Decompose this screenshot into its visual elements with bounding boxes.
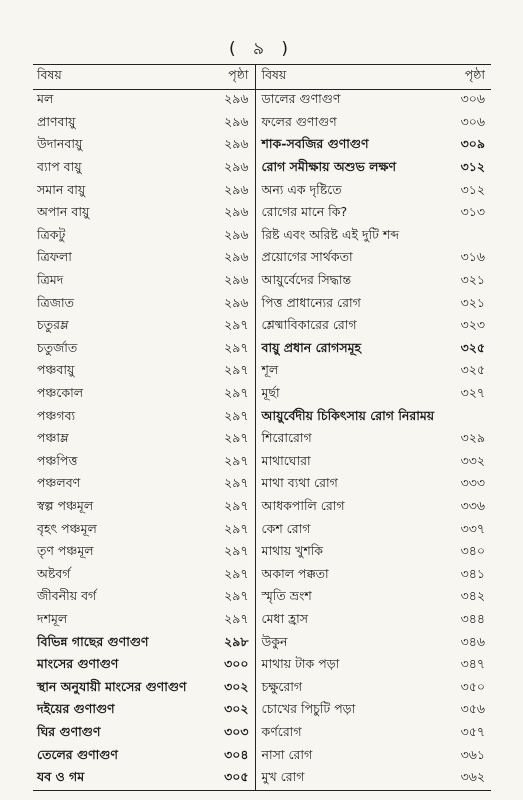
left-page-number: ৩০৫ bbox=[203, 768, 255, 791]
index-table bbox=[33, 64, 491, 791]
table-row bbox=[33, 768, 491, 791]
left-topic: পঞ্চপিত্ত bbox=[37, 452, 78, 468]
left-topic: পঞ্চাম্ল bbox=[37, 430, 69, 446]
right-page-number: ৩২৩ bbox=[460, 317, 485, 333]
table-row bbox=[33, 406, 491, 429]
left-topic: প্রাণবায়ু bbox=[37, 113, 76, 129]
right-page-number: ৩৪১ bbox=[460, 565, 485, 581]
right-topic: স্মৃতি ভ্রংশ bbox=[261, 588, 312, 604]
left-page-number: ২৯৬ bbox=[203, 271, 255, 294]
right-topic: মুখ রোগ bbox=[261, 769, 305, 785]
right-topic: শ্লেষ্মাবিকারের রোগ bbox=[261, 317, 357, 333]
left-topic: ত্রিমদ bbox=[37, 272, 64, 288]
left-topic: ব্যাপ বায়ু bbox=[37, 159, 82, 175]
table-row bbox=[33, 452, 491, 475]
right-topic: রোগের মানে কি? bbox=[261, 204, 348, 220]
right-topic: মাথা ব্যথা রোগ bbox=[261, 475, 338, 491]
right-page-header: পৃষ্ঠা bbox=[441, 65, 491, 90]
right-topic: উকুন bbox=[261, 633, 288, 649]
right-topic: চোখের পিচুটি পড়া bbox=[261, 701, 356, 717]
table-row bbox=[33, 497, 491, 520]
right-page-number: ৩০৯ bbox=[460, 136, 485, 152]
left-topic: জীবনীয় বর্গ bbox=[37, 588, 97, 604]
right-topic: কেশ রোগ bbox=[261, 520, 311, 536]
table-row bbox=[33, 723, 491, 746]
table-row bbox=[33, 316, 491, 339]
left-page-number: ২৯৭ bbox=[203, 474, 255, 497]
left-topic: মল bbox=[37, 91, 54, 107]
left-topic: দশমূল bbox=[37, 610, 68, 626]
left-page-number: ২৯৭ bbox=[203, 610, 255, 633]
left-page-number: ২৯৬ bbox=[203, 180, 255, 203]
left-page-number: ২৯৭ bbox=[203, 587, 255, 610]
table-row bbox=[33, 248, 491, 271]
left-topic: চতুর্জাত bbox=[37, 339, 78, 355]
left-topic: অষ্টবর্গ bbox=[37, 565, 71, 581]
left-page-header: পৃষ্ঠা bbox=[203, 65, 255, 90]
right-page-number: ৩২৯ bbox=[460, 430, 485, 446]
page-number: ( ৯ ) bbox=[228, 39, 295, 59]
right-topic: অন্য এক দৃষ্টিতে bbox=[261, 181, 342, 197]
left-page-number: ২৯৬ bbox=[203, 248, 255, 271]
left-page-number: ৩০৪ bbox=[203, 745, 255, 768]
right-topic: মাথায় খুশকি bbox=[261, 543, 324, 559]
left-topic: ত্রিজাত bbox=[37, 294, 74, 310]
right-page-number: ৩০৬ bbox=[460, 91, 485, 107]
table-row bbox=[33, 203, 491, 226]
left-topic: চতুরম্ল bbox=[37, 317, 69, 333]
table-row bbox=[33, 158, 491, 181]
left-topic: পঞ্চবায়ু bbox=[37, 362, 75, 378]
table-row bbox=[33, 474, 491, 497]
left-page-number: ২৯৬ bbox=[203, 90, 255, 113]
left-topic: ত্রিকটু bbox=[37, 226, 66, 242]
table-row bbox=[33, 271, 491, 294]
table-row bbox=[33, 587, 491, 610]
right-page-number: ৩৬১ bbox=[460, 746, 485, 762]
right-page-number: ৩১২ bbox=[460, 181, 485, 197]
right-page-number: ৩৫৭ bbox=[460, 723, 485, 739]
left-topic: তৃণ পঞ্চমূল bbox=[37, 543, 94, 559]
right-topic: প্রয়োগের সার্থকতা bbox=[261, 249, 353, 265]
right-page-number: ৩২১ bbox=[460, 272, 485, 288]
right-page-number: ৩৪৭ bbox=[460, 656, 485, 672]
right-page-number: ৩০৬ bbox=[460, 113, 485, 129]
left-page-number: ৩০৩ bbox=[203, 723, 255, 746]
right-page-number: ৩৫৬ bbox=[460, 701, 485, 717]
right-page-number: ৩৪৬ bbox=[460, 633, 485, 649]
left-page-number: ২৯৬ bbox=[203, 113, 255, 136]
left-page-number: ২৯৭ bbox=[203, 519, 255, 542]
table-row bbox=[33, 113, 491, 136]
right-topic: ডালের গুণাগুণ bbox=[261, 91, 341, 107]
right-page-number: ৩২৭ bbox=[460, 385, 485, 401]
left-page-number: ৩০২ bbox=[203, 700, 255, 723]
left-topic: স্বল্প পঞ্চমূল bbox=[37, 497, 94, 513]
left-topic-header: বিষয় bbox=[33, 65, 203, 90]
table-row bbox=[33, 655, 491, 678]
left-topic: পঞ্চলবণ bbox=[37, 475, 81, 491]
left-topic: পঞ্চগব্য bbox=[37, 407, 76, 423]
right-topic: চক্ষুরোগ bbox=[261, 678, 303, 694]
left-page-number: ২৯৭ bbox=[203, 339, 255, 362]
right-page-number: ৩৩৩ bbox=[460, 475, 485, 491]
right-topic: বায়ু প্রধান রোগসমূহ bbox=[261, 339, 362, 355]
left-page-number: ২৯৭ bbox=[203, 497, 255, 520]
table-row bbox=[33, 90, 491, 113]
table-row bbox=[33, 180, 491, 203]
right-topic: পিত্ত প্রাধান্যের রোগ bbox=[261, 294, 361, 310]
right-page-number: ৩৩৭ bbox=[460, 520, 485, 536]
left-page-number: ২৯৬ bbox=[203, 158, 255, 181]
left-page-number: ২৯৭ bbox=[203, 361, 255, 384]
right-topic: রোগ সমীক্ষায় অশুভ লক্ষণ bbox=[261, 159, 397, 175]
right-topic: আয়ুর্বেদের সিদ্ধান্ত bbox=[261, 272, 352, 288]
right-topic: অকাল পক্কতা bbox=[261, 565, 329, 581]
right-topic: মূর্ছা bbox=[261, 385, 280, 401]
left-topic: সমান বায়ু bbox=[37, 181, 86, 197]
left-page-number: ২৯৮ bbox=[203, 632, 255, 655]
right-page-number: ৩৩৬ bbox=[460, 497, 485, 513]
left-page-number: ৩০২ bbox=[203, 677, 255, 700]
header-row bbox=[33, 65, 491, 90]
right-page-number: ৩৩২ bbox=[460, 452, 485, 468]
table-row bbox=[33, 293, 491, 316]
table-row bbox=[33, 700, 491, 723]
left-topic: ত্রিফলা bbox=[37, 249, 72, 265]
right-topic: নাসা রোগ bbox=[261, 746, 313, 762]
left-topic: উদানবায়ু bbox=[37, 136, 83, 152]
right-topic: শিরোরোগ bbox=[261, 430, 312, 446]
right-topic: ফলের গুণাগুণ bbox=[261, 113, 337, 129]
left-page-number: ২৯৭ bbox=[203, 429, 255, 452]
right-topic: মেধা হ্রাস bbox=[261, 610, 309, 626]
left-page-number: ২৯৭ bbox=[203, 406, 255, 429]
right-page-number: ৩৪৪ bbox=[460, 610, 485, 626]
left-page-number: ২৯৬ bbox=[203, 293, 255, 316]
left-page-number: ২৯৬ bbox=[203, 135, 255, 158]
right-topic: আয়ুর্বেদীয় চিকিৎসায় রোগ নিরাময় bbox=[261, 407, 435, 423]
left-page-number: ২৯৬ bbox=[203, 203, 255, 226]
table-row bbox=[33, 564, 491, 587]
right-page-number bbox=[441, 226, 491, 249]
right-topic: শাক-সবজির গুণাগুণ bbox=[261, 136, 369, 152]
right-page-number: ৩১৩ bbox=[460, 204, 485, 220]
left-topic: পঞ্চকোল bbox=[37, 385, 84, 401]
table-row bbox=[33, 339, 491, 362]
table-row bbox=[33, 610, 491, 633]
left-page-number: ২৯৭ bbox=[203, 564, 255, 587]
left-topic: যব ও গম bbox=[37, 769, 85, 785]
left-page-number: ২৯৭ bbox=[203, 542, 255, 565]
right-page-number: ৩৪২ bbox=[460, 588, 485, 604]
table-row bbox=[33, 632, 491, 655]
table-row bbox=[33, 745, 491, 768]
left-topic: মাংসের গুণাগুণ bbox=[37, 656, 119, 672]
right-page-number bbox=[441, 406, 491, 429]
table-row bbox=[33, 519, 491, 542]
right-topic-header: বিষয় bbox=[255, 65, 441, 90]
table-row bbox=[33, 135, 491, 158]
left-topic: দইয়ের গুণাগুণ bbox=[37, 701, 115, 717]
right-page-number: ৩২৫ bbox=[460, 339, 485, 355]
right-topic: কর্ণরোগ bbox=[261, 723, 302, 739]
table-row bbox=[33, 361, 491, 384]
left-topic: ঘির গুণাগুণ bbox=[37, 723, 101, 739]
table-row bbox=[33, 429, 491, 452]
right-page-number: ৩৬২ bbox=[460, 769, 485, 785]
table-row bbox=[33, 226, 491, 249]
table-row bbox=[33, 677, 491, 700]
right-page-number: ৩২৫ bbox=[460, 362, 485, 378]
right-topic: শূল bbox=[261, 362, 279, 378]
right-page-number: ৩৪০ bbox=[460, 543, 485, 559]
left-page-number: ২৯৭ bbox=[203, 316, 255, 339]
right-page-number: ৩১৬ bbox=[460, 249, 485, 265]
right-page-number: ৩১২ bbox=[460, 159, 485, 175]
table-row bbox=[33, 384, 491, 407]
right-topic: মাথায় টাক পড়া bbox=[261, 656, 340, 672]
left-topic: বৃহৎ পঞ্চমূল bbox=[37, 520, 97, 536]
left-topic: অপান বায়ু bbox=[37, 204, 90, 220]
right-page-number: ৩৫০ bbox=[460, 678, 485, 694]
right-page-number: ৩২১ bbox=[460, 294, 485, 310]
left-page-number: ২৯৭ bbox=[203, 452, 255, 475]
left-topic: তেলের গুণাগুণ bbox=[37, 746, 118, 762]
left-page-number: ২৯৬ bbox=[203, 226, 255, 249]
left-page-number: ২৯৭ bbox=[203, 384, 255, 407]
right-topic: রিষ্ট এবং অরিষ্ট এই দুটি শব্দ bbox=[261, 226, 400, 242]
left-topic: বিভিন্ন গাছের গুণাগুণ bbox=[37, 633, 149, 649]
left-page-number: ৩০০ bbox=[203, 655, 255, 678]
right-topic: আধকপালি রোগ bbox=[261, 497, 345, 513]
right-topic: মাথাঘোরা bbox=[261, 452, 311, 468]
table-row bbox=[33, 542, 491, 565]
left-topic: স্থান অনুযায়ী মাংসের গুণাগুণ bbox=[37, 678, 187, 694]
